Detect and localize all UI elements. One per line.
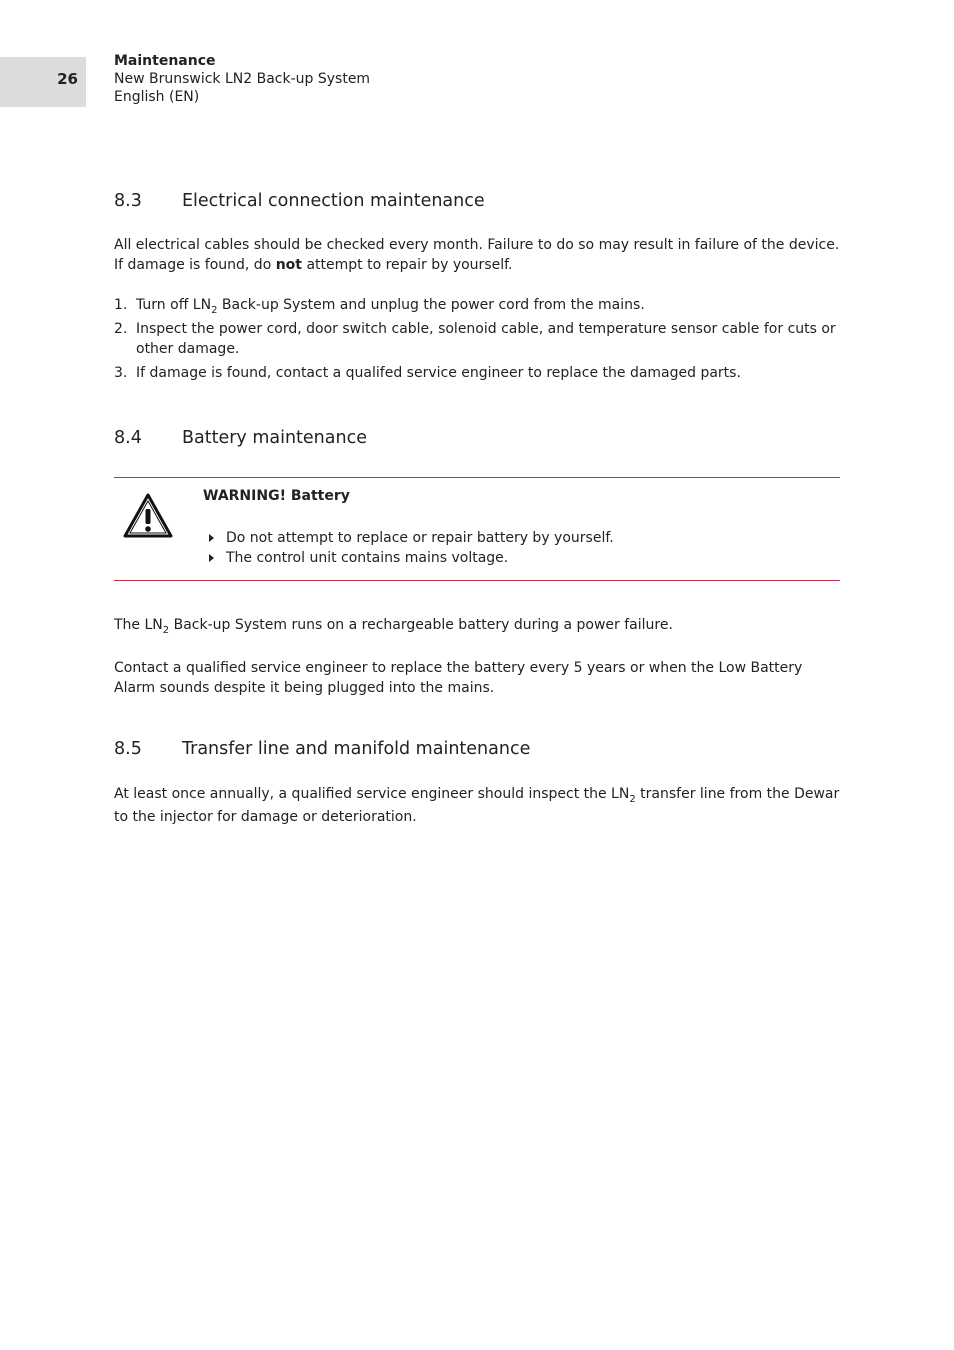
electrical-intro-paragraph bbox=[114, 235, 844, 275]
warning-item-text: Do not attempt to replace or repair battery by yourself. bbox=[226, 530, 614, 546]
warning-box bbox=[114, 477, 840, 581]
running-header bbox=[114, 52, 370, 106]
step-number: 1. bbox=[114, 297, 128, 313]
bullet-arrow-icon bbox=[209, 534, 214, 542]
step-text: Inspect the power cord, door switch cable, solenoid cable, and temperature sensor cable for cuts or other damage. bbox=[136, 321, 836, 357]
section-title: Battery maintenance bbox=[182, 428, 367, 448]
header-language: English (EN) bbox=[114, 89, 200, 105]
list-item bbox=[114, 295, 844, 315]
battery-paragraph-2: Contact a qualified service engineer to replace the battery every 5 years or when the Low Battery Alarm sounds despite it being plugged into the mains. bbox=[114, 660, 803, 696]
warning-title: WARNING! Battery bbox=[203, 488, 350, 504]
page-number: 26 bbox=[57, 70, 78, 88]
para-text-end: transfer line from the Dewar to the injector for damage or deterioration. bbox=[114, 786, 840, 825]
intro-text: All electrical cables should be checked every month. Failure to do so may result in failure of the device. If damage is found, do bbox=[114, 237, 840, 273]
warning-item-text: The control unit contains mains voltage. bbox=[226, 550, 509, 566]
transfer-line-paragraph bbox=[114, 783, 844, 829]
section-number: 8.4 bbox=[114, 428, 142, 448]
subscript: 2 bbox=[162, 625, 170, 636]
para-text: At least once annually, a qualified service engineer should inspect the LN bbox=[114, 786, 630, 802]
battery-paragraph-1 bbox=[114, 615, 844, 635]
intro-text-end: attempt to repair by yourself. bbox=[302, 257, 513, 273]
step-number: 2. bbox=[114, 321, 128, 337]
section-title: Electrical connection maintenance bbox=[182, 191, 485, 211]
para-text: The LN bbox=[114, 617, 163, 633]
warning-list bbox=[203, 528, 614, 568]
section-heading-8-5 bbox=[114, 739, 530, 759]
subscript: 2 bbox=[629, 794, 636, 805]
section-number: 8.3 bbox=[114, 191, 142, 211]
section-heading-8-3 bbox=[114, 191, 485, 211]
list-item bbox=[203, 548, 614, 568]
list-item bbox=[114, 363, 844, 383]
step-text-end: Back-up System and unplug the power cord from the mains. bbox=[217, 297, 645, 313]
step-number: 3. bbox=[114, 365, 128, 381]
para-text-end: Back-up System runs on a rechargeable battery during a power failure. bbox=[169, 617, 673, 633]
header-chapter: Maintenance bbox=[114, 53, 216, 69]
list-item bbox=[114, 319, 844, 359]
section-heading-8-4 bbox=[114, 428, 367, 448]
intro-bold-text: not bbox=[275, 257, 302, 273]
section-number: 8.5 bbox=[114, 739, 142, 759]
header-product: New Brunswick LN2 Back-up System bbox=[114, 71, 371, 87]
section-title: Transfer line and manifold maintenance bbox=[182, 739, 531, 759]
bullet-arrow-icon bbox=[209, 554, 214, 562]
electrical-steps-list bbox=[114, 295, 844, 387]
list-item bbox=[203, 528, 614, 548]
step-text: Turn off LN bbox=[136, 297, 212, 313]
step-text: If damage is found, contact a qualifed service engineer to replace the damaged parts. bbox=[136, 365, 741, 381]
subscript: 2 bbox=[211, 305, 218, 316]
warning-triangle-icon bbox=[122, 492, 174, 540]
